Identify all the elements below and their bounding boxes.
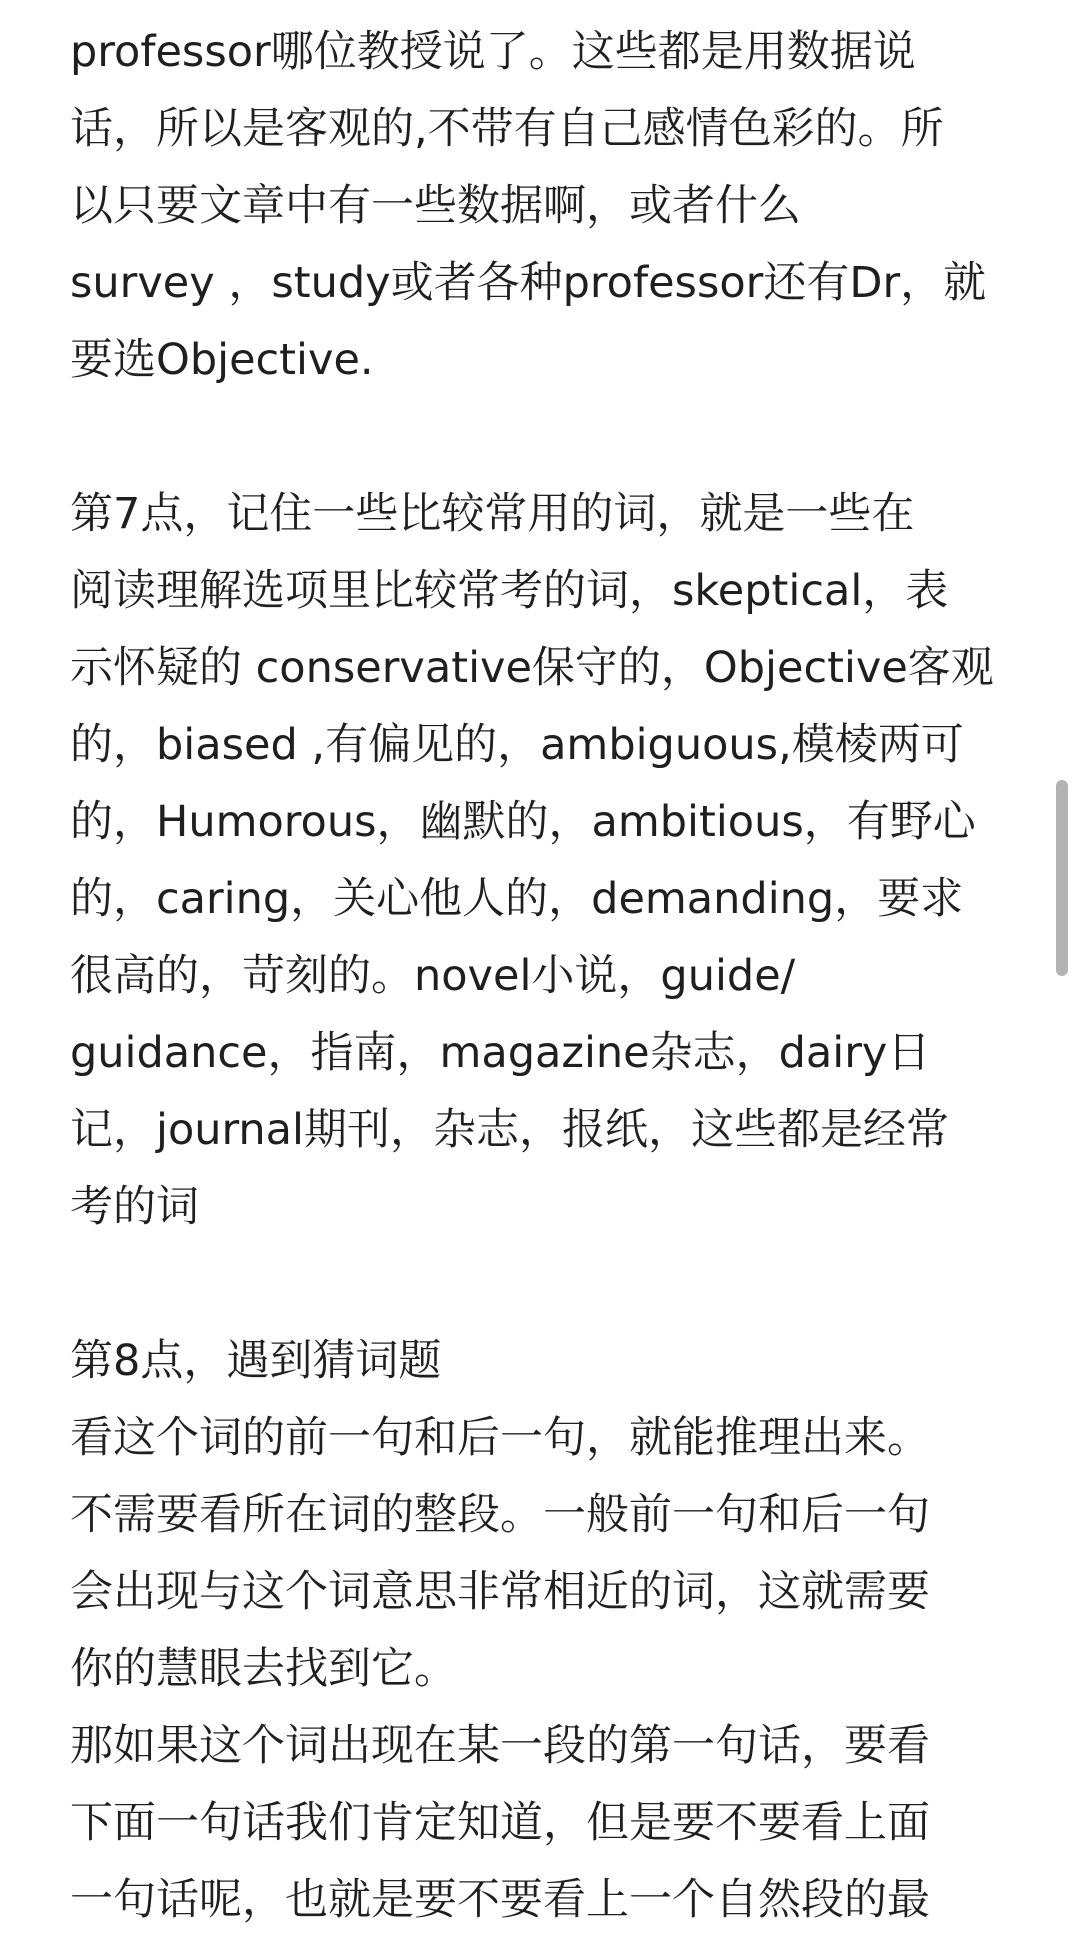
text-line: 很高的，苛刻的。novel小说，guide/ [70,951,796,1001]
text-line: 你的慧眼去找到它。 [70,1644,457,1694]
paragraph-gap [70,1246,1020,1323]
text-line: 以只要文章中有一些数据啊，或者什么 [70,181,801,231]
article-body [70,14,1020,1939]
text-line: 的，biased ,有偏见的，ambiguous,模棱两可 [70,720,964,770]
text-line: 阅读理解选项里比较常考的词，skeptical，表 [70,566,949,616]
text-line: 下面一句话我们肯定知道，但是要不要看上面 [70,1798,930,1848]
text-line: 一句话呢，也就是要不要看上一个自然段的最 [70,1875,930,1925]
text-line: 会出现与这个词意思非常相近的词，这就需要 [70,1567,930,1617]
paragraph-point-8 [70,1323,1020,1708]
text-line: 示怀疑的 conservative保守的，Objective客观 [70,643,994,693]
text-line: 不需要看所在词的整段。一般前一句和后一句 [70,1490,930,1540]
text-line: 那如果这个词出现在某一段的第一句话，要看 [70,1721,930,1771]
text-line: 话，所以是客观的,不带有自己感情色彩的。所 [70,104,944,154]
text-line: 第7点，记住一些比较常用的词，就是一些在 [70,489,915,539]
vertical-scrollbar[interactable] [1056,780,1068,976]
text-line: 记，journal期刊，杂志，报纸，这些都是经常 [70,1105,949,1155]
paragraph-objective-conclusion [70,14,1020,399]
text-line: survey ，study或者各种professor还有Dr，就 [70,258,987,308]
text-line: 考的词 [70,1182,199,1232]
text-line: 要选Objective. [70,335,374,385]
text-line: professor哪位教授说了。这些都是用数据说 [70,27,916,77]
text-line: 的，Humorous，幽默的，ambitious，有野心 [70,797,976,847]
paragraph-point-7 [70,476,1020,1246]
text-line: 的，caring，关心他人的，demanding，要求 [70,874,964,924]
text-line: guidance，指南，magazine杂志，dairy日 [70,1028,931,1078]
section-heading-point-8: 第8点，遇到猜词题 [70,1336,442,1386]
text-line: 看这个词的前一句和后一句，就能推理出来。 [70,1413,930,1463]
paragraph-gap [70,399,1020,476]
paragraph-first-sentence-case [70,1708,1020,1939]
